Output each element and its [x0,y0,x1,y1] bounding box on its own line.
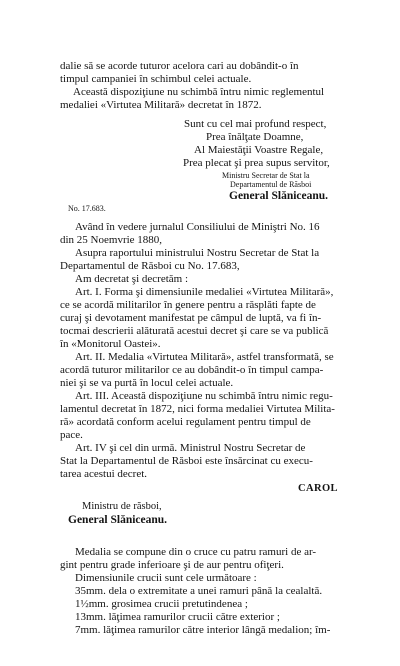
intro-line: medaliei «Virtutea Militară» decretat în 1872. [60,99,262,111]
closing-line: Sunt cu cel mai profund respect, [184,118,327,130]
intro-line: Această dispoziţiune nu schimbă întru nimic reglementul [73,86,325,98]
article-line: pace. [60,429,83,441]
article-line: Art. II. Medalia «Virtutea Militară», astfel transformată, se [75,351,334,363]
article-line: Art. I. Forma şi dimensiunile medaliei «Virtutea Militară», [75,286,334,298]
intro-line: timpul campaniei în schimbul celei actuale. [60,73,252,85]
document-number: No. 17.683. [68,204,106,213]
article-line: Art. IV şi cel din urmă. Ministrul Nostru Secretar de [75,442,306,454]
decree-line: Departamentul de Răsboi cu No. 17.683, [60,260,240,272]
article-line: acordă tuturor militarilor ce au dobândit-o în timpul campa- [60,364,324,376]
decree-line: Asupra raportului ministrului Nostru Secretar de Stat la [75,247,320,259]
closing-line: Al Maiestăţii Voastre Regale, [194,144,324,156]
description-line: Dimensiunile crucii sunt cele următoare : [75,572,257,584]
decree-line: Am decretat şi decretăm : [75,273,189,285]
article-line: ce se acordă militarilor în genere pentru a răsplăti fapte de [60,299,316,311]
description-line: Medalia se compune din o cruce cu patru ramuri de ar- [75,546,317,558]
article-line: Art. III. Această dispoziţiune nu schimbă întru nimic regu- [75,390,333,402]
intro-line: dalie să se acorde tuturor acelora cari au dobândit-o în [60,60,299,72]
decree-line: Având în vedere jurnalul Consiliului de Miniştri No. 16 [75,221,320,233]
countersign-title: Ministru de răsboi, [82,501,162,512]
closing-line: Prea plecat şi prea supus servitor, [183,157,330,169]
minister-title: Departamentul de Răsboi [230,180,312,189]
description-line: 7mm. lăţimea ramurilor către interior lângă medalion; îm- [75,624,331,636]
description-line: gint pentru grade inferioare şi de aur pentru ofiţeri. [60,559,284,571]
minister-name: General Slăniceanu. [229,190,329,202]
article-line: niei şi se va purtă în locul celei actuale. [60,377,234,389]
article-line: tocmai descrierii alăturată acestui decret şi care se va publică [60,325,329,337]
article-line: ră» acordată conform acelui regulament pentru timpul de [60,416,311,428]
article-line: tarea acestui decret. [60,468,148,480]
king-signature: CAROL [298,483,338,494]
article-line: Stat la Departamentul de Răsboi este însărcinat cu execu- [60,455,313,467]
article-line: lamentul decretat în 1872, nici forma medaliei Virtutea Milita- [60,403,335,415]
description-line: 1½mm. grosimea crucii pretutindenea ; [75,598,248,610]
minister-title: Ministru Secretar de Stat la [222,171,310,180]
description-line: 35mm. dela o extremitate a unei ramuri până la cealaltă. [75,585,323,597]
description-line: 13mm. lăţimea ramurilor crucii către exterior ; [75,611,280,623]
article-line: în «Monitorul Oastei». [60,338,161,350]
closing-line: Prea înălţate Doamne, [206,131,304,143]
countersign-name: General Slăniceanu. [68,514,168,526]
decree-line: din 25 Noemvrie 1880, [60,234,163,246]
article-line: curaj şi devotament manifestat pe câmpul de luptă, va fi în- [60,312,322,324]
